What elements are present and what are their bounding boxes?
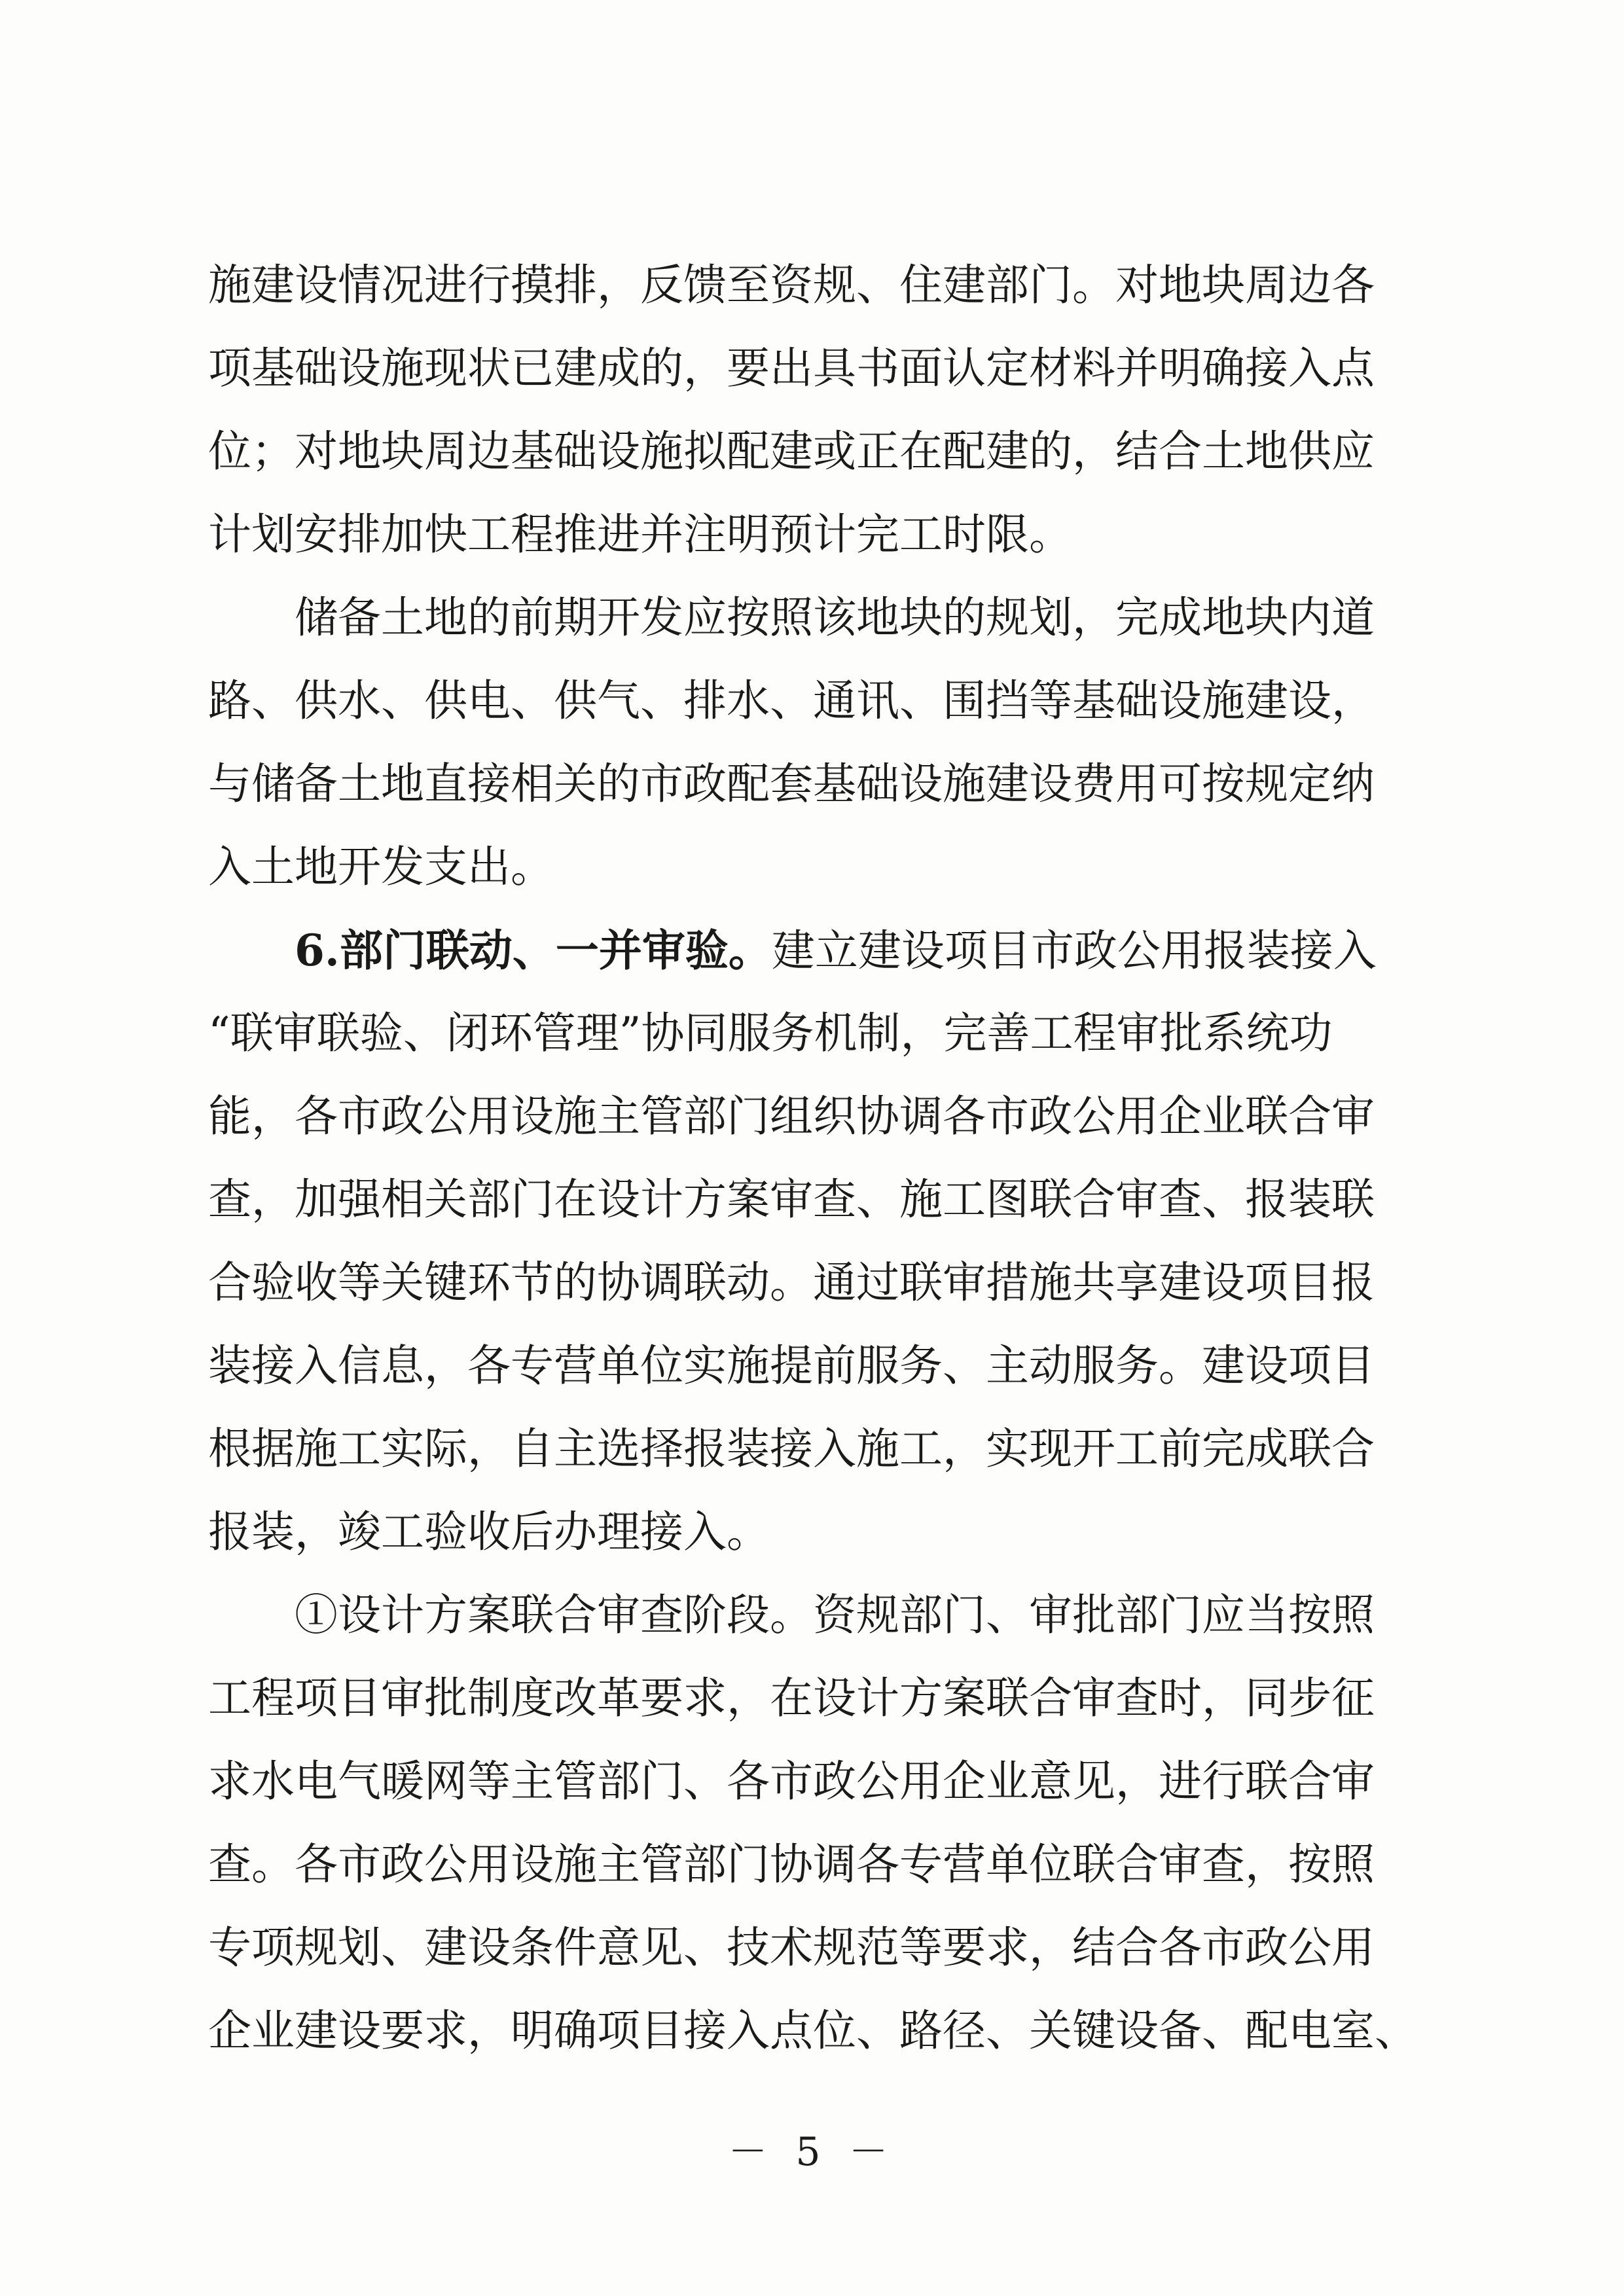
text-line: 企业建设要求，明确项目接入点位、路径、关键设备、配电室、 [208, 2005, 1418, 2056]
text-line: 计划安排加快工程推进并注明预计完工时限。 [208, 509, 1072, 560]
text-line: 装接入信息，各专营单位实施提前服务、主动服务。建设项目 [208, 1340, 1375, 1391]
text-line: 根据施工实际，自主选择报装接入施工，实现开工前完成联合 [208, 1424, 1375, 1474]
section-6-line [208, 911, 1377, 990]
text-line: 路、供水、供电、供气、排水、通讯、围挡等基础设施建设， [208, 675, 1375, 726]
text-line: 查，加强相关部门在设计方案审查、施工图联合审查、报装联 [208, 1174, 1375, 1225]
section-6-heading: 6.部门联动、一并审验。 [295, 925, 772, 976]
text-line: 项基础设施现状已建成的，要出具书面认定材料并明确接入点 [208, 343, 1375, 393]
text-line: 查。各市政公用设施主管部门协调各专营单位联合审查，按照 [208, 1839, 1375, 1890]
text-line: “联审联验、闭环管理”协同服务机制，完善工程审批系统功 [208, 1008, 1333, 1058]
text-line: 求水电气暖网等主管部门、各市政公用企业意见，进行联合审 [208, 1756, 1375, 1806]
text-line: 合验收等关键环节的协调联动。通过联审措施共享建设项目报 [208, 1257, 1375, 1308]
text-line: 入土地开发支出。 [208, 842, 554, 892]
section-6-text: 建立建设项目市政公用报装接入 [771, 925, 1377, 976]
text-line: 报装，竣工验收后办理接入。 [208, 1507, 770, 1557]
page-number: － 5 － [728, 2129, 896, 2175]
text-line: 位；对地块周边基础设施拟配建或正在配建的，结合土地供应 [208, 426, 1375, 476]
paragraph-start-line: ①设计方案联合审查阶段。资规部门、审批部门应当按照 [295, 1590, 1375, 1640]
paragraph-start-line: 储备土地的前期开发应按照该地块的规划，完成地块内道 [295, 592, 1375, 643]
text-line: 施建设情况进行摸排，反馈至资规、住建部门。对地块周边各 [208, 260, 1375, 310]
text-line: 专项规划、建设条件意见、技术规范等要求，结合各市政公用 [208, 1922, 1375, 1973]
text-line: 与储备土地直接相关的市政配套基础设施建设费用可按规定纳 [208, 759, 1375, 809]
text-line: 能，各市政公用设施主管部门组织协调各市政公用企业联合审 [208, 1091, 1375, 1141]
text-line: 工程项目审批制度改革要求，在设计方案联合审查时，同步征 [208, 1673, 1375, 1723]
